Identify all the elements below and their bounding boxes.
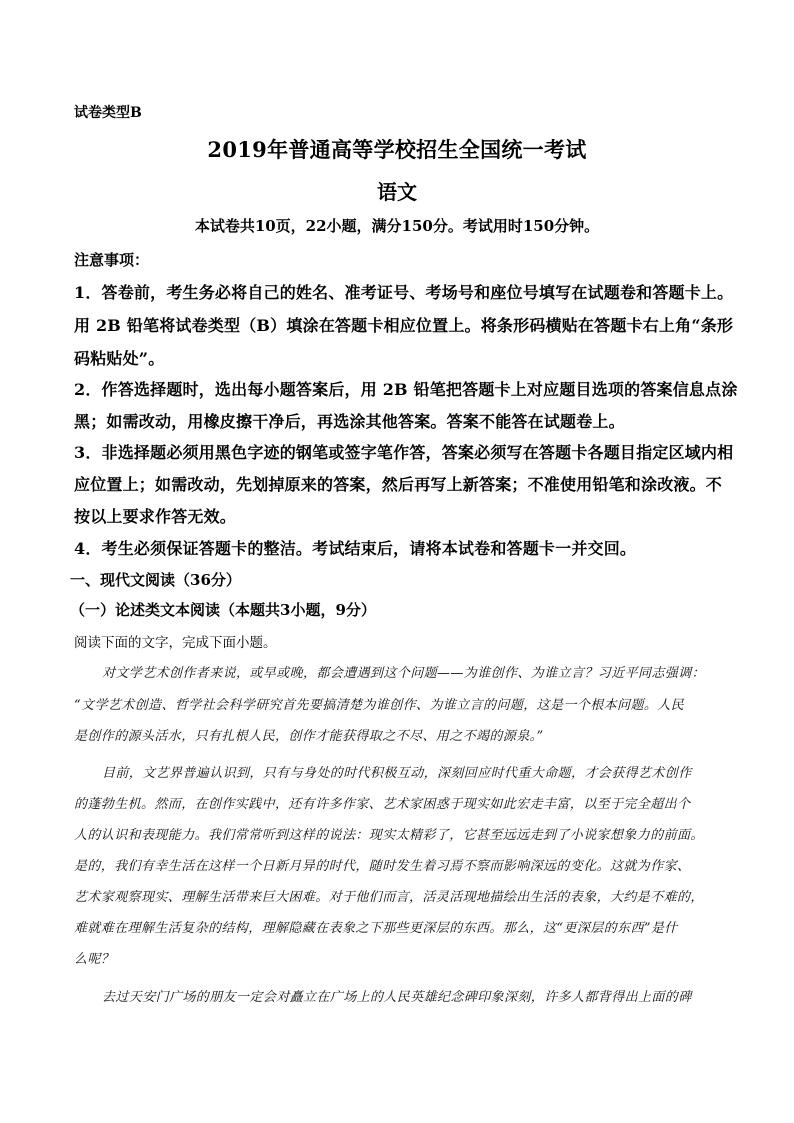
- note-line: 码粘贴处”。: [74, 349, 165, 368]
- passage-line: 么呢？: [74, 952, 115, 967]
- note-line: 1．答卷前，考生务必将自己的姓名、准考证号、考场号和座位号填写在试题卷和答题卡上。: [74, 283, 734, 302]
- note-line: 应位置上；如需改动，先划掉原来的答案，然后再写上新答案；不准使用铅笔和涂改液。不: [74, 475, 723, 494]
- section-heading: 一、现代文阅读（36分）: [70, 571, 241, 589]
- passage-line: 对文学艺术创作者来说，或早或晚，都会遭遇到这个问题——为谁创作、为谁立言？习近平同志强调：: [102, 666, 706, 681]
- passage-line: 是创作的源头活水，只有扎根人民，创作才能获得取之不尽、用之不竭的源泉。”: [74, 729, 544, 744]
- note-line: 3．非选择题必须用黑色字迹的钢笔或签字笔作答，答案必须写在答题卡各题目指定区域内相: [74, 443, 734, 462]
- subject-title: 语文: [377, 180, 417, 204]
- passage-line: 人的认识和表现能力。我们常常听到这样的说法：现实太精彩了，它甚至远远走到了小说家想象力的前面。: [74, 828, 704, 843]
- exam-info: 本试卷共10页，22小题，满分150分。考试用时150分钟。: [194, 217, 600, 235]
- note-line: 用 2B 铅笔将试卷类型（B）填涂在答题卡相应位置上。将条形码横贴在答题卡右上角“条形: [74, 316, 734, 335]
- notes-heading: 注意事项：: [74, 251, 150, 269]
- passage-line: 难就难在理解生活复杂的结构，理解隐藏在表象之下那些更深层的东西。那么，这“更深层的东西”是什: [74, 921, 678, 936]
- passage-line: 的蓬勃生机。然而，在创作实践中，还有许多作家、艺术家困惑于现实如此宏走丰富，以至于完全超出个: [74, 797, 691, 812]
- note-line: 黑；如需改动，用橡皮擦干净后，再选涂其他答案。答案不能答在试题卷上。: [74, 412, 625, 431]
- passage-line: 是的，我们有幸生活在这样一个日新月异的时代，随时发生着习焉不察而影响深远的变化。这就为作家、: [74, 859, 691, 874]
- passage-line: 目前，文艺界普遍认识到，只有与身处的时代积极互动，深刻回应时代重大命题，才会获得艺术创作: [102, 766, 692, 781]
- passage-line: “文学艺术创造、哲学社会科学研究首先要搞清楚为谁创作、为谁立言的问题，这是一个根本问题。人民: [74, 698, 685, 713]
- subsection-heading: （一）论述类文本阅读（本题共3小题，9分）: [70, 601, 376, 619]
- exam-title: 2019年普通高等学校招生全国统一考试: [207, 137, 587, 162]
- note-line: 4．考生必须保证答题卡的整洁。考试结束后，请将本试卷和答题卡一并交回。: [74, 539, 637, 558]
- note-line: 2．作答选择题时，选出每小题答案后，用 2B 铅笔把答题卡上对应题目选项的答案信息点涂: [74, 380, 738, 399]
- passage-line: 去过天安门广场的朋友一定会对矗立在广场上的人民英雄纪念碑印象深刻，许多人都背得出上面的碑: [102, 990, 692, 1005]
- note-line: 按以上要求作答无效。: [74, 507, 237, 526]
- reading-instruction: 阅读下面的文字，完成下面小题。: [74, 635, 277, 651]
- passage-line: 艺术家观察现实、理解生活带来巨大困难。对于他们而言，活灵活现地描绘出生活的表象，大约是不难的，: [74, 890, 704, 905]
- paper-type-label: 试卷类型B: [74, 105, 142, 121]
